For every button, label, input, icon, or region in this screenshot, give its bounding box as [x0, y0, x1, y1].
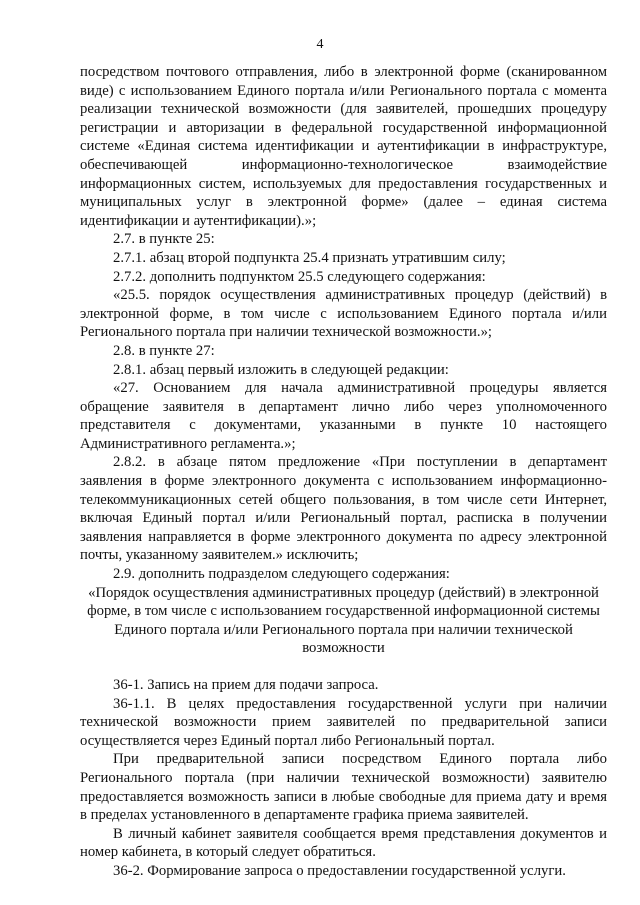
paragraph: 36-1.1. В целях предоставления государственной услуги при наличии технической возможности прием заявителей по предварительной записи осуществляется через Единый портал либо Региональный портал.	[80, 695, 607, 749]
paragraph: посредством почтового отправления, либо в электронной форме (сканированном виде) с использованием Единого портала и/или Регионального портала с момента реализации технической возможности (для заявителей, прошедших процедуру регистрации и авторизации в федеральной государственной информационной системе «Единая система идентификации и аутентификации в инфраструктуре, обеспечивающей информационно-технологическое взаимодействие информационных систем, используемых для предоставления государственных и муниципальных услуг в электронной форме» (далее – единая система идентификации и аутентификации).»;	[80, 64, 607, 229]
paragraph: 36-2. Формирование запроса о предоставлении государственной услуги.	[113, 862, 566, 879]
paragraph: 2.8. в пункте 27:	[113, 342, 215, 359]
section-heading: «Порядок осуществления административных процедур (действий) в электронной форме, в том числе с использованием государственной информационной системы Единого портала и/или Регионального портала при наличии технической возможности	[87, 584, 600, 657]
paragraph: 2.7.1. абзац второй подпункта 25.4 признать утратившим силу;	[113, 249, 506, 266]
paragraph: «27. Основанием для начала административной процедуры является обращение заявителя в департамент лично либо через уполномоченного представителя с документами, указанными в пункте 10 настоящего Административного регламента.»;	[80, 380, 607, 452]
paragraph: 36-1. Запись на прием для подачи запроса.	[113, 677, 379, 693]
paragraph: 2.7. в пункте 25:	[113, 231, 215, 248]
spacer	[80, 658, 607, 676]
paragraph: В личный кабинет заявителя сообщается время представления документов и номер кабинета, в который следует обратиться.	[80, 825, 607, 861]
paragraph: «25.5. порядок осуществления административных процедур (действий) в электронной форме, в том числе с использованием Единого портала и/или Регионального портала при наличии технической возможности.»;	[80, 287, 607, 341]
page-number: 4	[316, 37, 324, 52]
document-body	[80, 63, 607, 881]
paragraph: 2.7.2. дополнить подпунктом 25.5 следующего содержания:	[113, 268, 486, 285]
paragraph: 2.9. дополнить подразделом следующего содержания:	[113, 566, 450, 583]
paragraph: При предварительной записи посредством Единого портала либо Регионального портала (при наличии технической возможности) заявителю предоставляется возможность записи в любые свободные для приема дату и время в пределах установленного в департаменте графика приема заявителей.	[80, 751, 607, 824]
paragraph: 2.8.1. абзац первый изложить в следующей редакции:	[113, 361, 449, 378]
paragraph: 2.8.2. в абзаце пятом предложение «При поступлении в департамент заявления в форме электронного документа с использованием информационно-телекоммуникационных сетей общего пользования, в том числе сети Интернет, включая Единый портал и/или Региональный портал, расписка в получении заявления направляется в форме электронного документа по адресу электронной почты, указанному заявителем.» исключить;	[80, 454, 607, 564]
